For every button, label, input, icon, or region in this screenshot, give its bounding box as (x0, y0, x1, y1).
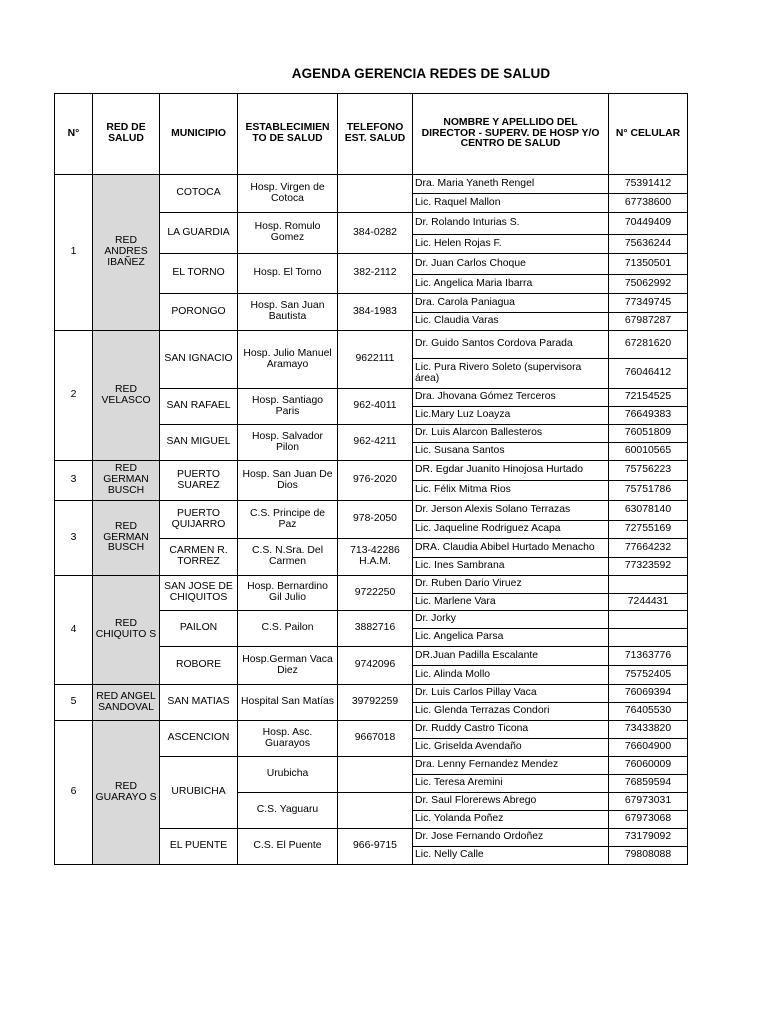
municipio: ASCENCION (160, 721, 238, 757)
table-row (55, 685, 688, 703)
celular: 75751786 (609, 481, 688, 501)
telefono: 382-2112 (338, 254, 413, 294)
celular: 67738600 (609, 194, 688, 213)
establecimiento: Hospital San Matías (238, 685, 338, 721)
header-number: N° (55, 94, 93, 175)
establecimiento: Hosp. Asc. Guarayos (238, 721, 338, 757)
establecimiento: Hosp. Romulo Gomez (238, 213, 338, 254)
director-name: Dr. Jerson Alexis Solano Terrazas (413, 501, 609, 521)
celular: 76604900 (609, 739, 688, 757)
municipio: SAN RAFAEL (160, 389, 238, 425)
director-name: Dr. Juan Carlos Choque (413, 254, 609, 275)
group-number: 2 (55, 331, 93, 461)
telefono: 9722250 (338, 576, 413, 611)
director-name: Dra. Maria Yaneth Rengel (413, 175, 609, 194)
director-name: Lic. Glenda Terrazas Condori (413, 703, 609, 721)
header-red: RED DE SALUD (93, 94, 160, 175)
telefono: 976-2020 (338, 461, 413, 501)
director-name: DR. Egdar Juanito Hinojosa Hurtado (413, 461, 609, 481)
establecimiento: Hosp. Salvador Pilon (238, 425, 338, 461)
celular: 76859594 (609, 775, 688, 793)
celular: 75756223 (609, 461, 688, 481)
director-name: Lic. Ines Sambrana (413, 558, 609, 576)
director-name: Lic. Raquel Mallon (413, 194, 609, 213)
establecimiento: Hosp. San Juan De Dios (238, 461, 338, 501)
director-name: DR.Juan Padilla Escalante (413, 647, 609, 666)
telefono: 9742096 (338, 647, 413, 685)
telefono: 978-2050 (338, 501, 413, 539)
celular: 76046412 (609, 359, 688, 389)
header-row (55, 94, 688, 175)
celular: 67281620 (609, 331, 688, 359)
municipio: PUERTO QUIJARRO (160, 501, 238, 539)
telefono: 966-9715 (338, 829, 413, 865)
director-name: Dr. Ruben Dario Viruez (413, 576, 609, 594)
director-name: Dr. Rolando Inturias S. (413, 213, 609, 235)
establecimiento: Hosp. Julio Manuel Aramayo (238, 331, 338, 389)
municipio: EL PUENTE (160, 829, 238, 865)
director-name: Dra. Carola Paniagua (413, 294, 609, 313)
table-row (55, 175, 688, 194)
header-municipio: MUNICIPIO (160, 94, 238, 175)
celular: 67973031 (609, 793, 688, 811)
celular: 76649383 (609, 407, 688, 425)
establecimiento: C.S. Yaguaru (238, 793, 338, 829)
director-name: Lic. Félix Mitma Rios (413, 481, 609, 501)
director-name: Dr. Ruddy Castro Ticona (413, 721, 609, 739)
telefono (338, 175, 413, 213)
telefono: 384-1983 (338, 294, 413, 331)
director-name: Lic. Jaqueline Rodriguez Acapa (413, 521, 609, 539)
celular: 77349745 (609, 294, 688, 313)
group-number: 6 (55, 721, 93, 865)
municipio: URUBICHA (160, 757, 238, 829)
director-name: Dra. Lenny Fernandez Mendez (413, 757, 609, 775)
director-name: Lic. Pura Rivero Soleto (supervisora área) (413, 359, 609, 389)
telefono: 9622111 (338, 331, 413, 389)
celular: 76069394 (609, 685, 688, 703)
telefono: 9667018 (338, 721, 413, 757)
municipio: CARMEN R. TORREZ (160, 539, 238, 576)
celular: 79808088 (609, 847, 688, 865)
director-name: Dr. Luis Alarcon Ballesteros (413, 425, 609, 443)
celular: 77664232 (609, 539, 688, 558)
establecimiento: Hosp. Virgen de Cotoca (238, 175, 338, 213)
celular: 76051809 (609, 425, 688, 443)
municipio: EL TORNO (160, 254, 238, 294)
director-name: Dr. Jose Fernando Ordoñez (413, 829, 609, 847)
director-name: Dr. Guido Santos Cordova Parada (413, 331, 609, 359)
celular (609, 611, 688, 629)
header-celular: N° CELULAR (609, 94, 688, 175)
establecimiento: C.S. N.Sra. Del Carmen (238, 539, 338, 576)
telefono: 962-4011 (338, 389, 413, 425)
table-row (55, 721, 688, 739)
municipio: SAN MATIAS (160, 685, 238, 721)
group-number: 1 (55, 175, 93, 331)
red-de-salud: RED CHIQUITO S (93, 576, 160, 685)
establecimiento: Hosp. San Juan Bautista (238, 294, 338, 331)
establecimiento: Urubicha (238, 757, 338, 793)
telefono (338, 757, 413, 793)
director-name: Lic. Nelly Calle (413, 847, 609, 865)
director-name: Lic. Griselda Avendaño (413, 739, 609, 757)
header-director: NOMBRE Y APELLIDO DEL DIRECTOR - SUPERV. DE HOSP Y/O CENTRO DE SALUD (413, 94, 609, 175)
municipio: SAN MIGUEL (160, 425, 238, 461)
director-name: Dr. Luis Carlos Pillay Vaca (413, 685, 609, 703)
establecimiento: Hosp.German Vaca Diez (238, 647, 338, 685)
municipio: PAILON (160, 611, 238, 647)
director-name: Lic. Marlene Vara (413, 594, 609, 611)
group-number: 5 (55, 685, 93, 721)
celular: 70449409 (609, 213, 688, 235)
telefono: 962-4211 (338, 425, 413, 461)
celular: 71350501 (609, 254, 688, 275)
contacts-table (54, 93, 688, 865)
director-name: Lic. Teresa Aremini (413, 775, 609, 793)
red-de-salud: RED GUARAYO S (93, 721, 160, 865)
celular: 72755169 (609, 521, 688, 539)
celular: 75752405 (609, 666, 688, 685)
celular: 73179092 (609, 829, 688, 847)
director-name: DRA. Claudia Abibel Hurtado Menacho (413, 539, 609, 558)
celular: 73433820 (609, 721, 688, 739)
header-telefono: TELEFONO EST. SALUD (338, 94, 413, 175)
celular: 76060009 (609, 757, 688, 775)
director-name: Dr. Jorky (413, 611, 609, 629)
municipio: SAN JOSE DE CHIQUITOS (160, 576, 238, 611)
director-name: Lic. Angelica Maria Ibarra (413, 275, 609, 294)
establecimiento: C.S. Pailon (238, 611, 338, 647)
table-row (55, 461, 688, 481)
director-name: Lic. Helen Rojas F. (413, 235, 609, 254)
header-establecimiento: ESTABLECIMIEN TO DE SALUD (238, 94, 338, 175)
red-de-salud: RED ANDRES IBAÑEZ (93, 175, 160, 331)
municipio: LA GUARDIA (160, 213, 238, 254)
table-body (55, 175, 688, 865)
director-name: Lic. Susana Santos (413, 443, 609, 461)
celular: 67973068 (609, 811, 688, 829)
municipio: PORONGO (160, 294, 238, 331)
celular: 72154525 (609, 389, 688, 407)
municipio: SAN IGNACIO (160, 331, 238, 389)
celular: 77323592 (609, 558, 688, 576)
telefono: 384-0282 (338, 213, 413, 254)
celular: 75636244 (609, 235, 688, 254)
celular: 63078140 (609, 501, 688, 521)
document-title: AGENDA GERENCIA REDES DE SALUD (291, 66, 551, 81)
municipio: PUERTO SUAREZ (160, 461, 238, 501)
red-de-salud: RED ANGEL SANDOVAL (93, 685, 160, 721)
telefono: 39792259 (338, 685, 413, 721)
celular: 71363776 (609, 647, 688, 666)
director-name: Lic. Claudia Varas (413, 313, 609, 331)
telefono: 3882716 (338, 611, 413, 647)
telefono: 713-42286 H.A.M. (338, 539, 413, 576)
celular: 76405530 (609, 703, 688, 721)
director-name: Dr. Saul Florerews Abrego (413, 793, 609, 811)
table-row (55, 331, 688, 359)
telefono (338, 793, 413, 829)
celular: 75391412 (609, 175, 688, 194)
municipio: COTOCA (160, 175, 238, 213)
group-number: 3 (55, 461, 93, 501)
establecimiento: Hosp. Bernardino Gil Julio (238, 576, 338, 611)
director-name: Lic. Alinda Mollo (413, 666, 609, 685)
municipio: ROBORE (160, 647, 238, 685)
celular: 75062992 (609, 275, 688, 294)
director-name: Lic.Mary Luz Loayza (413, 407, 609, 425)
director-name: Dra. Jhovana Gómez Terceros (413, 389, 609, 407)
celular: 7244431 (609, 594, 688, 611)
table-row (55, 501, 688, 521)
director-name: Lic. Angelica Parsa (413, 629, 609, 647)
red-de-salud: RED VELASCO (93, 331, 160, 461)
group-number: 4 (55, 576, 93, 685)
celular: 67987287 (609, 313, 688, 331)
celular (609, 629, 688, 647)
group-number: 3 (55, 501, 93, 576)
establecimiento: C.S. El Puente (238, 829, 338, 865)
table-row (55, 576, 688, 594)
establecimiento: Hosp. El Torno (238, 254, 338, 294)
celular: 60010565 (609, 443, 688, 461)
red-de-salud: RED GERMAN BUSCH (93, 501, 160, 576)
director-name: Lic. Yolanda Poñez (413, 811, 609, 829)
red-de-salud: RED GERMAN BUSCH (93, 461, 160, 501)
establecimiento: Hosp. Santiago Paris (238, 389, 338, 425)
celular (609, 576, 688, 594)
establecimiento: C.S. Principe de Paz (238, 501, 338, 539)
